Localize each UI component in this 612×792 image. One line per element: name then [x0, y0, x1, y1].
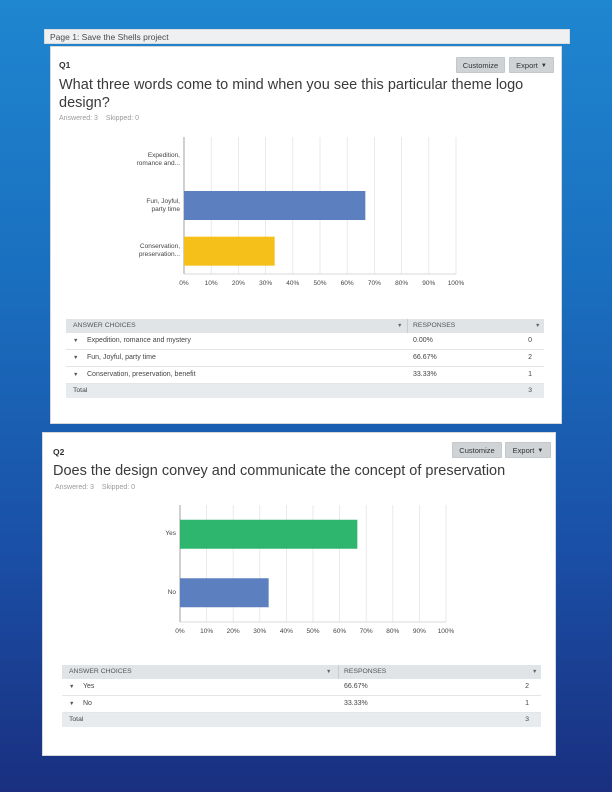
x-tick-label: 10%: [204, 280, 218, 287]
export-label: Export: [512, 446, 535, 455]
category-label: Yes: [165, 530, 176, 538]
answer-choice: Expedition, romance and mystery: [87, 337, 191, 344]
question-meta: [59, 115, 139, 122]
question-number: Q1: [59, 60, 71, 70]
answered-count: Answered: 3: [59, 115, 98, 122]
header-responses[interactable]: RESPONSES: [413, 322, 456, 329]
question-title: Does the design convey and communicate the concept of preservation: [53, 463, 506, 479]
customize-label: Customize: [459, 446, 495, 455]
bar[interactable]: [180, 520, 357, 549]
question-panel-q2: [42, 432, 556, 756]
x-tick-label: 90%: [422, 280, 436, 287]
sort-caret-icon[interactable]: ▼: [326, 669, 332, 675]
bar-chart-q2: [107, 505, 457, 637]
expand-caret-icon[interactable]: ▼: [73, 338, 79, 344]
table-header: [66, 319, 544, 333]
table-total-row: [62, 713, 541, 727]
question-panel-q1: [50, 46, 562, 424]
response-percent: 33.33%: [413, 371, 437, 378]
response-count: 1: [528, 371, 532, 378]
x-tick-label: 20%: [226, 628, 240, 635]
skipped-count: Skipped: 0: [105, 115, 140, 122]
x-tick-label: 100%: [447, 280, 465, 287]
x-tick-label: 70%: [359, 628, 373, 635]
category-label: Fun, Joyful, party time: [146, 197, 180, 213]
x-tick-label: 70%: [367, 280, 381, 287]
x-tick-label: 0%: [175, 628, 185, 635]
answered-count: Answered: 3: [55, 484, 94, 491]
category-label: Expedition, romance and...: [136, 151, 180, 167]
customize-button[interactable]: [456, 57, 505, 73]
x-tick-label: 50%: [313, 280, 327, 287]
x-tick-label: 90%: [412, 628, 426, 635]
chart-svg: [107, 505, 457, 637]
export-button[interactable]: [505, 442, 551, 458]
header-responses[interactable]: RESPONSES: [344, 668, 387, 675]
expand-caret-icon[interactable]: ▼: [73, 355, 79, 361]
customize-label: Customize: [462, 61, 499, 70]
export-label: Export: [516, 61, 538, 70]
answer-choice: Conservation, preservation, benefit: [87, 371, 196, 378]
x-tick-label: 100%: [437, 628, 455, 635]
x-tick-label: 10%: [200, 628, 214, 635]
x-tick-label: 40%: [279, 628, 293, 635]
table-header: [62, 665, 541, 679]
table-row: [66, 350, 544, 367]
expand-caret-icon[interactable]: ▼: [73, 372, 79, 378]
x-tick-label: 60%: [340, 280, 354, 287]
page-header: Page 1: Save the Shells project: [44, 29, 570, 44]
export-button[interactable]: [509, 57, 554, 73]
response-percent: 66.67%: [413, 354, 437, 361]
bar[interactable]: [184, 191, 365, 220]
bar-chart-q1: [111, 137, 465, 297]
expand-caret-icon[interactable]: ▼: [69, 701, 75, 707]
x-tick-label: 60%: [333, 628, 347, 635]
answer-choice: No: [83, 700, 92, 707]
total-value: 3: [525, 716, 529, 723]
response-count: 2: [528, 354, 532, 361]
x-tick-label: 0%: [179, 280, 189, 287]
customize-button[interactable]: [452, 442, 502, 458]
table-total-row: [66, 384, 544, 398]
response-count: 0: [528, 337, 532, 344]
response-count: 1: [525, 700, 529, 707]
expand-caret-icon[interactable]: ▼: [69, 684, 75, 690]
table-row: [62, 679, 541, 696]
x-tick-label: 40%: [286, 280, 300, 287]
question-number: Q2: [53, 447, 65, 457]
response-count: 2: [525, 683, 529, 690]
response-percent: 33.33%: [344, 700, 368, 707]
caret-down-icon: ▼: [537, 448, 544, 454]
x-tick-label: 80%: [395, 280, 409, 287]
table-row: [62, 696, 541, 713]
table-row: [66, 333, 544, 350]
header-answer-choices[interactable]: ANSWER CHOICES: [69, 668, 132, 675]
bar[interactable]: [180, 578, 269, 607]
bar[interactable]: [184, 237, 275, 266]
x-tick-label: 30%: [253, 628, 267, 635]
response-percent: 0.00%: [413, 337, 433, 344]
response-percent: 66.67%: [344, 683, 368, 690]
total-label: Total: [69, 716, 84, 723]
question-title: What three words come to mind when you see this particular theme logo design?: [59, 77, 524, 111]
category-label: No: [167, 588, 176, 596]
x-tick-label: 30%: [259, 280, 273, 287]
answer-choice: Yes: [83, 683, 95, 690]
answer-table-q1: [66, 319, 544, 398]
sort-caret-icon[interactable]: ▼: [397, 323, 403, 329]
sort-caret-icon[interactable]: ▼: [532, 669, 538, 675]
answer-choice: Fun, Joyful, party time: [87, 354, 156, 361]
answer-table-q2: [62, 665, 541, 727]
header-answer-choices[interactable]: ANSWER CHOICES: [73, 322, 136, 329]
skipped-count: Skipped: 0: [101, 484, 136, 491]
question-meta: [55, 484, 135, 491]
total-label: Total: [73, 387, 88, 394]
total-value: 3: [528, 387, 532, 394]
caret-down-icon: ▼: [540, 63, 547, 69]
sort-caret-icon[interactable]: ▼: [535, 323, 541, 329]
x-tick-label: 80%: [386, 628, 400, 635]
x-tick-label: 50%: [306, 628, 320, 635]
x-tick-label: 20%: [231, 280, 245, 287]
table-row: [66, 367, 544, 384]
category-label: Conservation, preservation...: [138, 243, 180, 259]
